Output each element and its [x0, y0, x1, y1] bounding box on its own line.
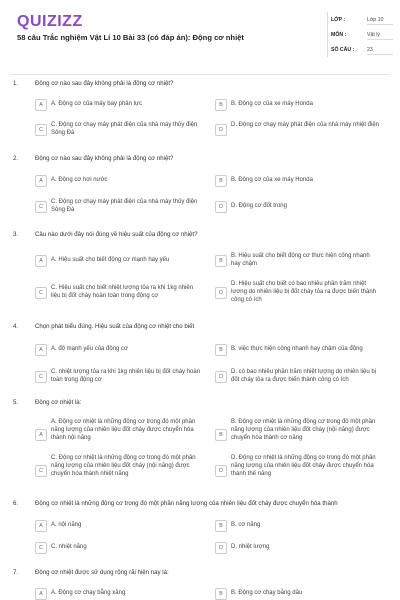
option-letter-box: C: [35, 465, 47, 477]
option-letter-box: B: [215, 588, 227, 600]
meta-subject-label: MÔN :: [331, 32, 347, 38]
option-text: C. nhiệt năng: [51, 544, 87, 550]
option-letter-box: A: [35, 175, 47, 187]
option-letter-box: D: [215, 201, 227, 213]
option-text: A. nội năng: [51, 522, 82, 528]
question-text: Động cơ nhiệt là những động cơ trong đó một phần năng lượng của nhiên liệu đốt cháy được chuyển hóa thành: [35, 500, 338, 507]
question-4: [13, 323, 388, 383]
option-text: C. nhiệt lượng tỏa ra khi 1kg nhiên liệu bị đốt cháy hoàn toàn trong động cơ: [51, 369, 201, 383]
question-number: 7.: [13, 569, 19, 576]
option-text: A. Động cơ của máy bay phản lực: [51, 101, 142, 107]
option-text: D. Động cơ nhiệt là những động cơ trong đó một phần năng lượng của nhiên liệu đốt cháy được chuyển hóa thành thế năng: [231, 455, 376, 477]
option-text: A. Động cơ chạy bằng xăng: [51, 590, 126, 596]
option-text: C. Động cơ chạy máy phát điện của nhà máy thủy điện Sông Đà: [51, 199, 198, 213]
meta-subject-value: Vật lý: [367, 32, 393, 40]
option-letter-box: C: [35, 124, 47, 136]
option-text: C. Hiệu suất cho biết nhiệt lượng tỏa ra khi 1kg nhiên liệu bị đốt cháy hoàn toàn trong động cơ: [51, 285, 194, 299]
option-text: A. Động cơ hơi nước: [51, 177, 108, 183]
worksheet-meta: [327, 12, 390, 57]
question-text: Động cơ nào sau đây không phải là động cơ nhiệt?: [35, 155, 174, 162]
option-text: C. Động cơ nhiệt là những động cơ trong đó một phần năng lượng của nhiên liệu đốt cháy (nội năng) được chuyển hóa thành nhiệt năng: [51, 455, 196, 477]
meta-class-value: Lớp 10: [367, 17, 393, 25]
quizizz-logo: QUIZIZZ: [17, 13, 83, 30]
option-letter-box: C: [35, 371, 47, 383]
question-text: Động cơ nhiệt được sử dụng rộng rãi hiện nay là:: [35, 569, 169, 576]
option-text: B. Động cơ của xe máy Honda: [231, 177, 313, 183]
question-number: 1.: [13, 80, 19, 87]
question-text: Câu nào dưới đây nói đúng về hiệu suất của động cơ nhiệt?: [35, 231, 198, 238]
option-letter-box: B: [215, 520, 227, 532]
option-letter-box: C: [35, 201, 47, 213]
option-text: A. Động cơ nhiệt là những động cơ trong đó một phần năng lượng của nhiên liệu đốt cháy được chuyển hóa thành nội năng: [51, 419, 196, 441]
option-letter-box: B: [215, 99, 227, 111]
option-letter-box: C: [35, 542, 47, 554]
option-text: B. cơ năng: [231, 522, 261, 528]
option-letter-box: C: [35, 287, 47, 299]
question-text: Chọn phát biểu đúng. Hiệu suất của động cơ nhiệt cho biết: [35, 323, 195, 330]
question-6: [13, 500, 388, 551]
header-divider: [10, 74, 390, 75]
question-1: [13, 80, 388, 136]
question-text: Động cơ nhiệt là:: [35, 399, 82, 406]
option-text: D. Động cơ chạy máy phát điện của nhà máy nhiệt điện: [231, 122, 380, 128]
option-text: B. Động cơ của xe máy Honda: [231, 101, 313, 107]
option-letter-box: B: [215, 429, 227, 441]
option-letter-box: A: [35, 255, 47, 267]
option-text: D. nhiệt lượng: [231, 544, 270, 550]
question-2: [13, 155, 388, 213]
question-7: [13, 569, 388, 597]
option-text: A. độ mạnh yếu của động cơ: [51, 346, 128, 352]
question-number: 4.: [13, 323, 19, 330]
option-letter-box: A: [35, 99, 47, 111]
question-text: Động cơ nào sau đây không phải là động cơ nhiệt?: [35, 80, 174, 87]
option-letter-box: B: [215, 255, 227, 267]
meta-class-label: LỚP :: [331, 17, 346, 23]
option-letter-box: A: [35, 520, 47, 532]
option-text: B. Động cơ nhiệt là những động cơ trong đó một phần năng lượng của nhiên liệu đốt cháy (nội năng) được chuyển hóa thành cơ năng: [231, 419, 376, 441]
page-header: [0, 0, 400, 68]
question-3: [13, 231, 388, 303]
question-number: 2.: [13, 155, 19, 162]
option-letter-box: B: [215, 175, 227, 187]
option-letter-box: D: [215, 371, 227, 383]
option-text: B. Hiệu suất cho biết động cơ thực hiện công nhanh hay chậm: [231, 253, 370, 267]
option-letter-box: A: [35, 588, 47, 600]
question-number: 5.: [13, 399, 19, 406]
option-letter-box: D: [215, 287, 227, 299]
option-text: A. Hiệu suất cho biết động cơ mạnh hay yếu: [51, 257, 170, 263]
meta-count-value: 23: [367, 47, 393, 55]
option-letter-box: A: [35, 344, 47, 356]
option-letter-box: A: [35, 429, 47, 441]
question-5: [13, 399, 388, 477]
option-letter-box: D: [215, 465, 227, 477]
option-text: B. Động cơ chạy bằng dầu: [231, 590, 303, 596]
option-text: C. Động cơ chạy máy phát điện của nhà máy thủy điện Sông Đà: [51, 122, 198, 136]
page-title: 58 câu Trắc nghiệm Vật Lí 10 Bài 33 (có đáp án): Động cơ nhiệt: [17, 33, 244, 42]
option-text: D. Động cơ đốt trong: [231, 203, 287, 209]
option-text: D. Hiệu suất cho biết có bao nhiêu phần trăm nhiệt lượng do nhiên liệu bị đốt cháy tỏa ra được biến thành công có ích: [231, 281, 376, 303]
option-letter-box: D: [215, 124, 227, 136]
option-letter-box: D: [215, 542, 227, 554]
question-number: 6.: [13, 500, 19, 507]
meta-count-label: SỐ CÂU :: [331, 47, 355, 53]
option-text: B. việc thực hiện công nhanh hay chậm của động: [231, 346, 363, 352]
option-letter-box: B: [215, 344, 227, 356]
option-text: D. có bao nhiêu phần trăm nhiệt lượng do nhiên liệu bị đốt cháy tỏa ra được biến thành công có ích: [231, 369, 377, 383]
question-number: 3.: [13, 231, 19, 238]
